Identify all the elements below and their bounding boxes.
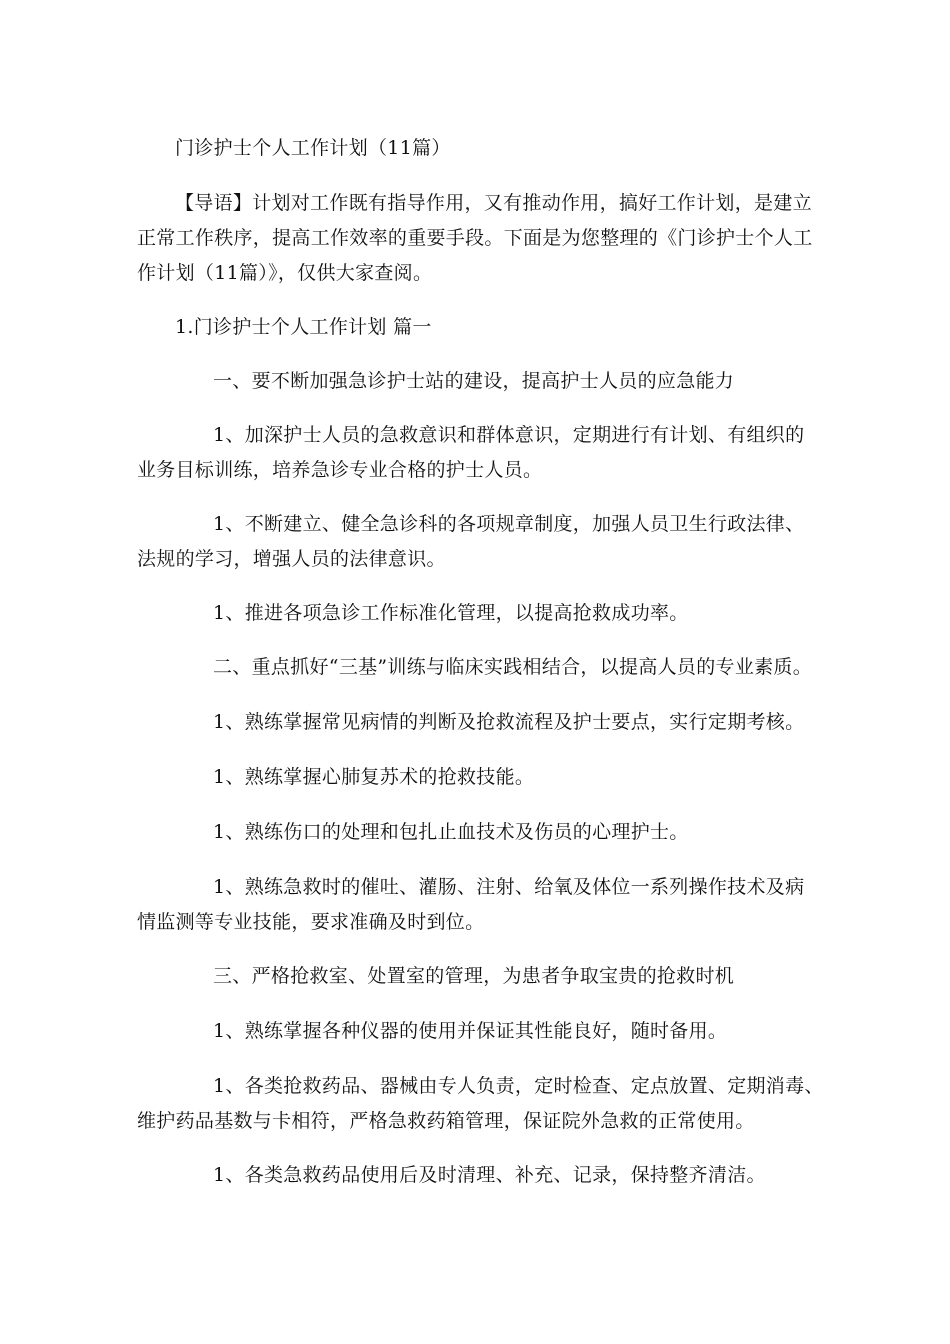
item-2a: 1、熟练掌握常见病情的判断及抢救流程及护士要点，实行定期考核。: [213, 711, 805, 733]
item-3b-line-2: 维护药品基数与卡相符，严格急救药箱管理，保证院外急救的正常使用。: [137, 1110, 755, 1132]
item-3a: 1、熟练掌握各种仪器的使用并保证其性能良好，随时备用。: [213, 1020, 728, 1042]
item-2b: 1、熟练掌握心肺复苏术的抢救技能。: [213, 766, 535, 788]
item-1a-line-2: 业务目标训练，培养急诊专业合格的护士人员。: [137, 459, 543, 481]
section-heading: 1.门诊护士个人工作计划 篇一: [175, 316, 432, 338]
part-1-heading: 一、要不断加强急诊护士站的建设，提高护士人员的应急能力: [213, 370, 735, 392]
item-1c: 1、推进各项急诊工作标准化管理，以提高抢救成功率。: [213, 602, 689, 624]
item-2c: 1、熟练伤口的处理和包扎止血技术及伤员的心理护士。: [213, 821, 689, 843]
part-3-heading: 三、严格抢救室、处置室的管理，为患者争取宝贵的抢救时机: [213, 965, 735, 987]
intro-line-1: 【导语】计划对工作既有指导作用，又有推动作用，搞好工作计划，是建立: [175, 192, 812, 214]
item-2d-line-2: 情监测等专业技能，要求准确及时到位。: [137, 911, 485, 933]
item-2d-line-1: 1、熟练急救时的催吐、灌肠、注射、给氧及体位一系列操作技术及病: [213, 876, 805, 898]
intro-line-3: 作计划（11篇）》，仅供大家查阅。: [137, 262, 433, 284]
document-title: 门诊护士个人工作计划（11篇）: [175, 137, 451, 159]
item-1a-line-1: 1、加深护士人员的急救意识和群体意识，定期进行有计划、有组织的: [213, 424, 805, 446]
item-1b-line-1: 1、不断建立、健全急诊科的各项规章制度，加强人员卫生行政法律、: [213, 513, 805, 535]
part-2-heading: 二、重点抓好“三基”训练与临床实践相结合，以提高人员的专业素质。: [213, 656, 813, 678]
intro-line-2: 正常工作秩序，提高工作效率的重要手段。下面是为您整理的《门诊护士个人工: [137, 227, 813, 249]
item-3c: 1、各类急救药品使用后及时清理、补充、记录，保持整齐清洁。: [213, 1164, 766, 1186]
item-3b-line-1: 1、各类抢救药品、器械由专人负责，定时检查、定点放置、定期消毒、: [213, 1075, 824, 1097]
item-1b-line-2: 法规的学习，增强人员的法律意识。: [137, 548, 446, 570]
